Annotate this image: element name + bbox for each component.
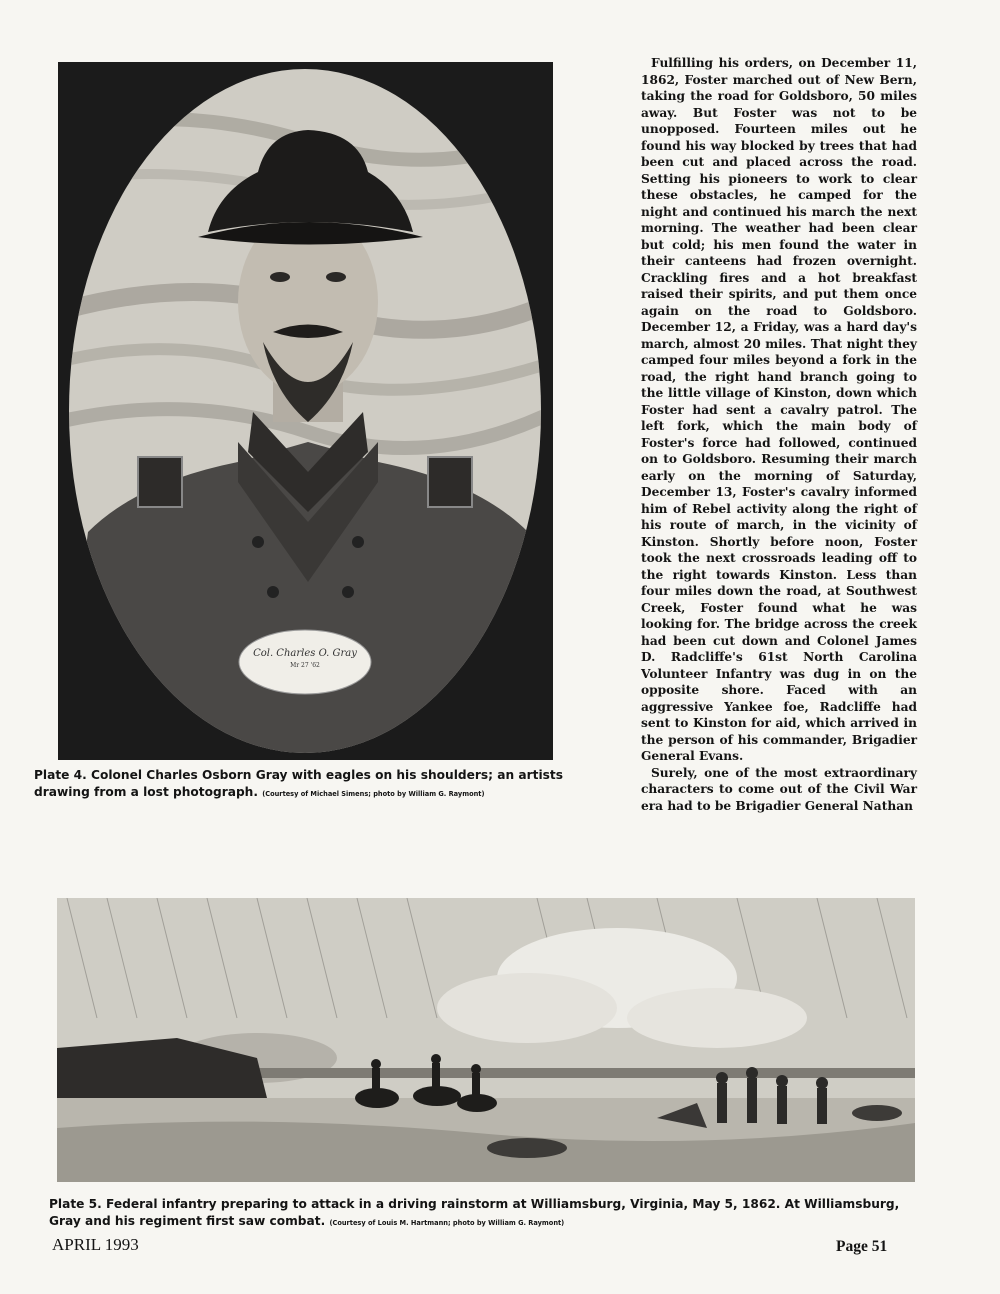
page-number: Page 51 bbox=[836, 1238, 888, 1255]
plate-5-caption-text: Plate 5. Federal infantry preparing to attack in a driving rainstorm at Williamsburg, Virginia, May 5, 1862. At Williamsburg, Gray and his regiment first saw combat. bbox=[49, 1197, 900, 1228]
article-paragraph-1: Fulfilling his orders, on December 11, 1862, Foster marched out of New Bern, taking the road for Goldsboro, 50 miles away. But Foster was not to be unopposed. Fourteen miles out he found his way blocked by trees that had been cut and placed across the road. Setting his pioneers to work to clear these obstacles, he camped for the night and continued his march the next morning. The weather had been clear but cold; his men found the water in their canteens had frozen overnight. Crackling fires and a hot breakfast raised their spirits, and put them once again on the road to Goldsboro. December 12, a Friday, was a hard day's march, almost 20 miles. That night they camped four miles beyond a fork in the road, the right hand branch going to the little village of Kinston, down which Foster had sent a cavalry patrol. The left fork, which the main body of Foster's force had followed, continued on to Goldsboro. Resuming their march early on the morning of Saturday, December 13, Foster's cavalry informed him of Rebel activity along the right of his route of march, in the vicinity of Kinston. Shortly before noon, Foster took the next crossroads leading off to the right towards Kinston. Less than four miles down the road, at Southwest Creek, Foster found what he was looking for. The bridge across the creek had been cut down and Colonel James D. Radcliffe's 61st North Carolina Volunteer Infantry was dug in on the opposite shore. Faced with an aggressive Yankee foe, Radcliffe had sent to Kinston for aid, which arrived in the person of his commander, Brigadier General Evans. bbox=[641, 56, 917, 763]
signature-label bbox=[241, 648, 369, 669]
article-paragraph-2: Surely, one of the most extraordinary characters to come out of the Civil War era had to be Brigadier General Nathan bbox=[641, 765, 917, 813]
plate-4-caption bbox=[34, 767, 614, 803]
plate-5-battle-engraving bbox=[57, 898, 915, 1182]
plate-4-credit: (Courtesy of Michael Simens; photo by William G. Raymont) bbox=[262, 790, 485, 798]
issue-date: APRIL 1993 bbox=[52, 1235, 139, 1254]
signature-text: Col. Charles O. Gray bbox=[253, 648, 357, 659]
plate-4-caption-text: Plate 4. Colonel Charles Osborn Gray with eagles on his shoulders; an artists drawing from a lost photograph. bbox=[34, 768, 563, 799]
article-column bbox=[641, 55, 917, 814]
plate-5-credit: (Courtesy of Louis M. Hartmann; photo by William G. Raymont) bbox=[329, 1219, 565, 1227]
plate-5-caption bbox=[49, 1196, 929, 1232]
signature-date: Mr 27 '62 bbox=[290, 662, 320, 669]
